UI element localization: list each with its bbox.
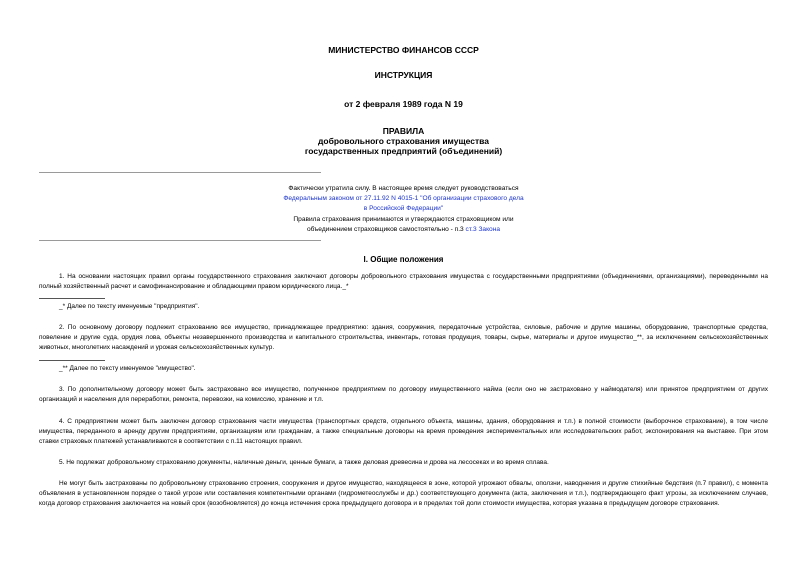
law-link-continued[interactable]: в Российской Федерации" (363, 205, 444, 212)
rules-title: ПРАВИЛА (382, 126, 425, 136)
bottom-divider (39, 240, 321, 241)
footnote-1: _* Далее по тексту именуемые "предприятия". (59, 303, 200, 310)
paragraph-4: 4. С предприятием может быть заключен договор страхования части имущества (транспортных средств, отдельного объекта, машины, здания, оборудования и т.п.) в полной стоимости (выборочное страхование), в том числе имущества, переданного в аренду другим предприятиям, организациям или гражданам, а также специальные договоры на время проведения экспериментальных или исследовательских работ, экспонирования на выставке. При этом ставки страховых платежей устанавливаются в соответствии с п.11 настоящих правил. (39, 418, 768, 446)
status-note-line2: Правила страхования принимаются и утверждаются страховщиком или (293, 216, 514, 223)
footnote-separator (39, 298, 105, 299)
status-note-line3 (240, 225, 567, 235)
rules-subtitle-line2: государственных предприятий (объединений) (304, 146, 503, 156)
document-date-number: от 2 февраля 1989 года N 19 (344, 99, 463, 109)
document-type: ИНСТРУКЦИЯ (374, 70, 433, 80)
paragraph-5: 5. Не подлежат добровольному страхованию документы, наличные деньги, ценные бумаги, а также деловая древесина и дрова на лесосеках и во время сплава. (59, 459, 549, 466)
top-divider (39, 172, 321, 173)
law-article-link[interactable]: ст.3 Закона (465, 226, 501, 233)
paragraph-1: 1. На основании настоящих правил органы государственного страхования заключают договоры добровольного страхования имущества с государственными предприятиями (объединениями, организациями), переведенными на полный хозяйственный расчет и самофинансирование и обладающими правом юридического лица._* (39, 273, 768, 291)
status-note-line3-text: объединением страховщиков самостоятельно - п.3 (306, 226, 466, 233)
paragraph-3: 3. По дополнительному договору может быть застраховано все имущество, полученное предприятием по договору имущественного найма (если оно не застраховано у наймодателя) или принятое предприятием от других организаций и населения для переработки, ремонта, перевозки, на комиссию, хранение и т.п. (39, 386, 768, 404)
law-link[interactable]: Федеральным законом от 27.11.92 N 4015-1 "Об организации страхового дела (283, 195, 524, 202)
footnote-separator (39, 360, 105, 361)
ministry-heading: МИНИСТЕРСТВО ФИНАНСОВ СССР (328, 45, 479, 55)
footnote-2: _** Далее по тексту именуемое "имущество". (59, 365, 196, 372)
status-note-line1: Фактически утратила силу. В настоящее время следует руководствоваться (288, 185, 519, 192)
section-heading: I. Общие положения (363, 255, 444, 264)
rules-subtitle-line1: добровольного страхования имущества (318, 136, 489, 146)
paragraph-6: Не могут быть застрахованы по добровольному страхованию строения, сооружения и другое имущество, находящееся в зоне, которой угрожают обвалы, оползни, наводнения и другие стихийные бедствия (п.7 правил), с момента объявления в установленном порядке о такой угрозе или составления компетентными органами (гидрометеослужбы и др.) соответствующего документа (акта, заключения и т.п.), подтверждающего факт угрозы, за исключением случаев, когда договор страхования заключается на новый срок (возобновляется) до конца истечения срока предыдущего договора и в пределах той доли стоимости имущества, которая указана в предыдущем договоре страхования. (39, 480, 768, 508)
paragraph-2: 2. По основному договору подлежит страхованию все имущество, принадлежащее предприятию: здания, сооружения, передаточные устройства, силовые, рабочие и другие машины, оборудование, транспортные средства, повеление и другие суда, орудия лова, объекты незавершенного производства и капитального строительства, инвентарь, готовая продукция, товары, сырье, материалы и другое имущество_**, за исключением сельскохозяйственных животных, многолетних насаждений и урожая сельскохозяйственных культур. (39, 324, 768, 352)
